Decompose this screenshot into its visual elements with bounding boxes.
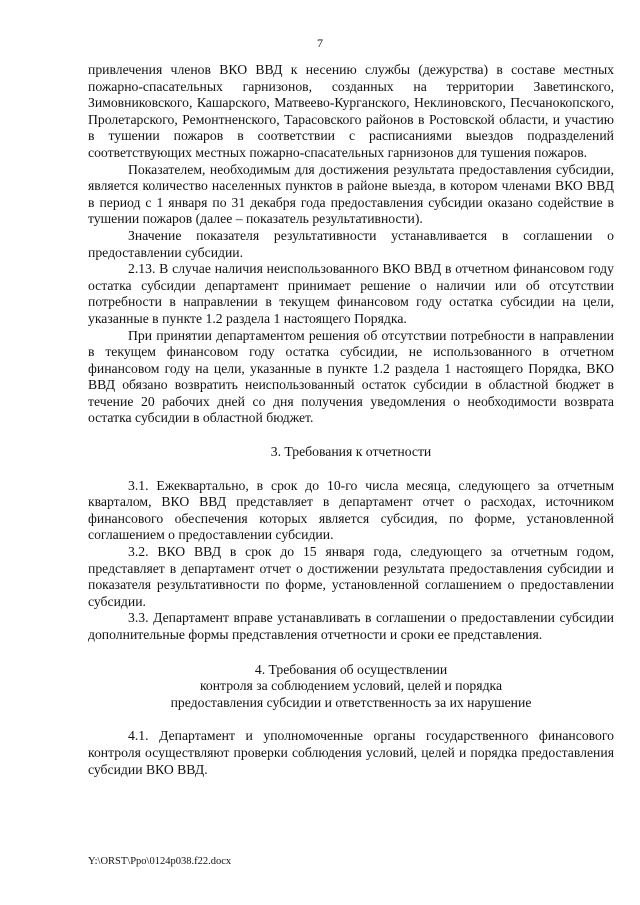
paragraph-4-1: 4.1. Департамент и уполномоченные органы государственного финансового контроля осуществляют проверки соблюдения условий, целей и порядка предоставления субсидии ВКО ВВД.: [88, 728, 614, 777]
paragraph-3-2: 3.2. ВКО ВВД в срок до 15 января года, следующего за отчетным годом, представляет в департамент отчет о достижении результата предоставления субсидии и показателя результативности по форме, установленной соглашением о предоставлении субсидии.: [88, 544, 614, 609]
page-number: 7: [317, 36, 323, 50]
paragraph-indicator: Показателем, необходимым для достижения результата предоставления субсидии, является количество населенных пунктов в районе выезда, в котором членами ВКО ВВД в период с 1 января по 31 декабря года предоставления субсидии оказано содействие в тушении пожаров (далее – показатель результативности).: [88, 161, 614, 227]
paragraph-2-13: 2.13. В случае наличия неиспользованного ВКО ВВД в отчетном финансовом году остатка субсидии департамент принимает решение о наличии или об отсутствии потребности в направлении в текущем финансовом году остатка субсидии на цели, указанные в пункте 1.2 раздела 1 настоящего Порядка.: [88, 261, 614, 326]
file-path-footer: Y:\ORST\Ppo\0124p038.f22.docx: [88, 856, 232, 867]
paragraph-3-1: 3.1. Ежеквартально, в срок до 10-го числа месяца, следующего за отчетным кварталом, ВКО ВВД представляет в департамент отчет о расходах, источником финансового обеспечения которых является субсидия, по форме, установленной соглашением о предоставлении субсидии.: [88, 477, 614, 543]
document-body: [88, 62, 614, 778]
section-3-heading: 3. Требования к отчетности: [270, 444, 432, 460]
section-4-heading-line-1: 4. Требования об осуществлении: [254, 661, 448, 677]
paragraph-3-3: 3.3. Департамент вправе устанавливать в соглашении о предоставлении субсидии дополнительные формы представления отчетности и сроки ее представления.: [88, 610, 614, 642]
paragraph-return-decision: При принятии департаментом решения об отсутствии потребности в направлении в текущем финансовом году остатка субсидии, не использованного в отчетном финансовом году на цели, указанные в пункте 1.2 раздела 1 настоящего Порядка, ВКО ВВД обязано возвратить неиспользованный остаток субсидии в областной бюджет в течение 20 рабочих дней со дня получения уведомления о необходимости возврата остатка субсидии в областной бюджет.: [88, 327, 614, 426]
section-4-heading-line-2: контроля за соблюдением условий, целей и порядка: [199, 678, 503, 694]
section-4-heading: [88, 662, 614, 712]
paragraph-continuation: привлечения членов ВКО ВВД к несению службы (дежурства) в составе местных пожарно-спасательных гарнизонов, созданных на территории Заветинского, Зимовниковского, Кашарского, Матвеево-Курганского, Неклиновского, Песчанокопского, Пролетарского, Ремонтненского, Тарасовского районов в Ростовской области, и участию в тушении пожаров в соответствии с расписаниями выездов подразделений соответствующих местных пожарно-спасательных гарнизонов для тушения пожаров.: [88, 62, 614, 160]
paragraph-indicator-value: Значение показателя результативности устанавливается в соглашении о предоставлении субсидии.: [88, 227, 614, 260]
section-4-heading-line-3: предоставления субсидии и ответственность за их нарушение: [170, 694, 532, 710]
